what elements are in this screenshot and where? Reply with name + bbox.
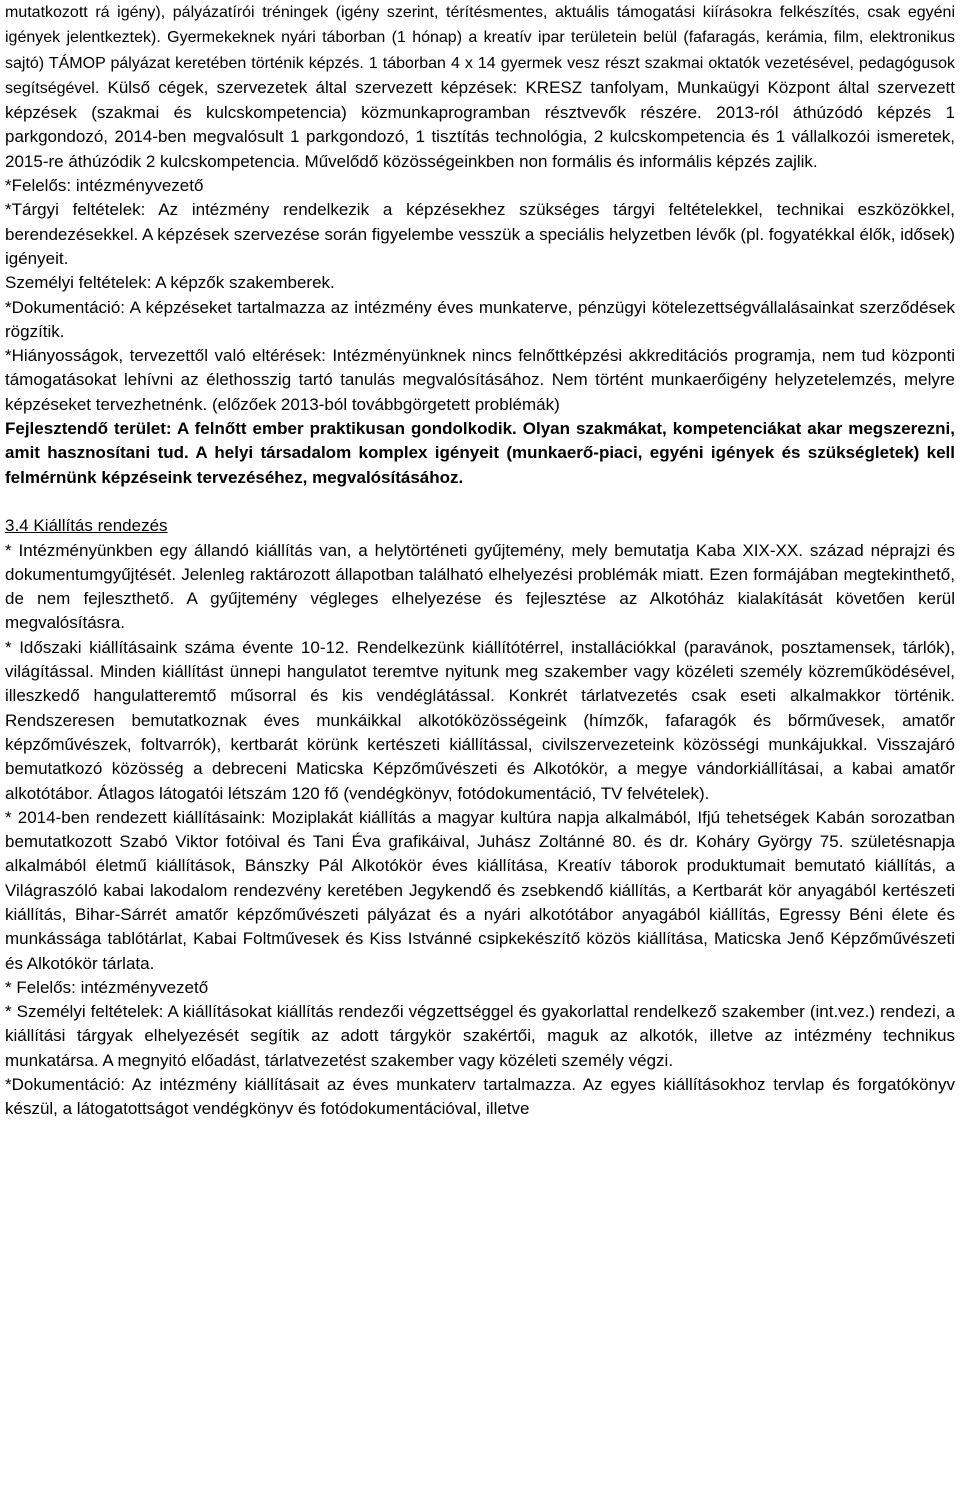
paragraph-development-area: Fejlesztendő terület: A felnőtt ember praktikusan gondolkodik. Olyan szakmákat, kompetenciákat akar megszerezni, amit hasznosítani tud. A helyi társadalom komplex igényeit (munkaerő-piaci, egyéni igények és szükségletek) kell felmérnünk képzéseink tervezéséhez, megvalósításához. <box>5 419 955 487</box>
paragraph-material-conditions: *Tárgyi feltételek: Az intézmény rendelkezik a képzésekhez szükséges tárgyi feltételekkel, technikai eszközökkel, berendezésekkel. A képzések szervezése során figyelembe vesszük a speciális helyzetben lévők (pl. fogyatékkal élők, idősek) igényeit. <box>5 200 955 268</box>
paragraph-exhibitions-2014: * 2014-ben rendezett kiállításaink: Moziplakát kiállítás a magyar kultúra napja alkalmából, Ifjú tehetségek Kabán sorozatban bemutatkozott Szabó Viktor fotóival és Tani Éva grafikáival, Juhász Zoltánné 80. és dr. Koháry György 75. születésnapja alkalmából életmű kiállítások, Bánszky Pál Alkotókör éves kiállítása, Kreatív táborok produktumait bemutató kiállítás, a Világraszóló kabai lakodalom rendezvény keretében Jegykendő és zsebkendő kiállítás, a Kertbarát kör anyagából kertészeti kiállítás, Bihar-Sárrét amatőr képzőművészeti pályázat és a nyári alkotótábor anyagából kiállítás, Egressy Béni élete és munkássága tablótárlat, Kabai Foltművesek és Kiss Istvánné csipkekészítő közös kiállítása, Maticska Jenő Képzőművészeti és Alkotókör tárlata. <box>5 807 955 973</box>
paragraph-training-programs <box>5 0 955 174</box>
paragraph-training-programs-part2: Külső cégek, szervezetek által szervezett képzések: KRESZ tanfolyam, Munkaügyi Központ által szervezett képzések (szakmai és kulcskompetencia) közmunkaprogramban résztvevők részére. 2013-ról áthúzódó képzés 1 parkgondozó, 2014-ben megvalósult 1 parkgondozó, 1 tisztítás technológia, 2 kulcskompetencia és 1 vállalkozói ismeretek, 2015-re áthúzódik 2 kulcskompetencia. Művelődő közösségeinkben non formális és informális képzés zajlik. <box>5 77 955 171</box>
section-heading: 3.4 Kiállítás rendezés <box>5 516 168 536</box>
paragraph-exhibition-personal-conditions: * Személyi feltételek: A kiállításokat kiállítás rendezői végzettséggel és gyakorlattal rendelkező szakember (int.vez.) rendezi, a kiállítási tárgyak elhelyezését segítik az adott tárgykör szakértői, maguk az alkotók, illetve az intézmény technikus munkatársa. A megnyitó előadást, tárlatvezetést szakember vagy közéleti személy végzi. <box>5 1002 955 1070</box>
paragraph-temporary-exhibitions: * Időszaki kiállításaink száma évente 10-12. Rendelkezünk kiállítótérrel, installációkkal (paravánok, posztamensek, tárlók), világítással. Minden kiállítást ünnepi hangulatot teremtve nyitunk meg szakember vagy közéleti személy közreműködésével, illeszkedő hangulatteremtő műsorral és kis vendéglátással. Konkrét tárlatvezetés csak eseti alkalmakkor történik. Rendszeresen bemutatkoznak éves munkáikkal alkotóközösségeink (hímzők, fafaragók és bőrművesek, amatőr képzőművészek, foltvarrók), kertbarát körünk kertészeti kiállítással, civilszervezeteink közösségi munkájukkal. Visszajáró bemutatkozó közösség a debreceni Maticska Képzőművészeti és Alkotókör, a megye vándorkiállításai, a kabai amatőr alkotótábor. Átlagos látogatói létszám 120 fő (vendégkönyv, fotódokumentáció, TV felvételek). <box>5 637 955 803</box>
paragraph-responsible: *Felelős: intézményvezető <box>5 176 204 196</box>
paragraph-deficiencies: *Hiányosságok, tervezettől való eltérések: Intézményünknek nincs felnőttképzési akkreditációs programja, nem tud központi támogatásokat lehívni az élethosszig tartó tanulás megvalósításához. Nem történt munkaerőigény helyzetelemzés, melyre képzéseket tervezhetnénk. (előzőek 2013-ból továbbgörgetett problémák) <box>5 346 955 414</box>
paragraph-personal-conditions: Személyi feltételek: A képzők szakemberek. <box>5 273 335 293</box>
paragraph-exhibition-responsible: * Felelős: intézményvezető <box>5 977 209 997</box>
paragraph-exhibition-documentation: *Dokumentáció: Az intézmény kiállításait az éves munkaterv tartalmazza. Az egyes kiállításokhoz tervlap és forgatókönyv készül, a látogatottságot vendégkönyv és fotódokumentációval, illetve <box>5 1075 955 1119</box>
paragraph-documentation: *Dokumentáció: A képzéseket tartalmazza az intézmény éves munkaterve, pénzügyi kötelezettségvállalásainkat szerződések rögzítik. <box>5 297 955 341</box>
paragraph-training-programs-part1: mutatkozott rá igény), pályázatírói tréningek (igény szerint, térítésmentes, aktuális támogatási kiírásokra felkészítés, csak egyéni igények jelentkeztek). Gyermekeknek nyári táborban (1 hónap) a kreatív ipar területein belül (fafaragás, kerámia, film, elektronikus sajtó) TÁMOP pályázat keretében történik képzés. 1 táborban 4 x 14 gyermek vesz részt szakmai oktatók vezetésével, pedagógusok segítségével. <box>5 4 955 97</box>
paragraph-permanent-exhibition: * Intézményünkben egy állandó kiállítás van, a helytörténeti gyűjtemény, mely bemutatja Kaba XIX-XX. század néprajzi és dokumentumgyűjtését. Jelenleg raktározott állapotban található elhelyezési problémák miatt. Ezen formájában megtekinthető, de nem fejleszthető. A gyűjtemény végleges elhelyezése és fejlesztése az Alkotóház kialakítását követően kerül megvalósításra. <box>5 540 955 633</box>
paragraph-spacer <box>5 490 955 514</box>
document-page <box>5 0 955 1122</box>
